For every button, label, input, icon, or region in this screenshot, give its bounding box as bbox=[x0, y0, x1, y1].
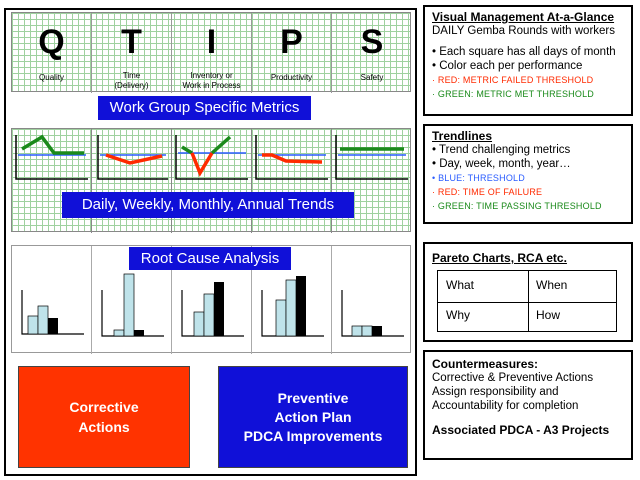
countermeasures-panel bbox=[423, 350, 633, 460]
qtips-label: Inventory or Work in Process bbox=[182, 71, 241, 90]
trend-bullet-1: • Trend challenging metrics bbox=[432, 144, 571, 156]
trend-red-legend: · RED: TIME OF FAILURE bbox=[432, 187, 543, 197]
what-when-why-how-table bbox=[437, 270, 617, 332]
visual-green-legend: · GREEN: METRIC MET THRESHOLD bbox=[432, 89, 594, 99]
banner-trends: Daily, Weekly, Monthly, Annual Trends bbox=[62, 192, 354, 218]
counter-line-3: Accountability for completion bbox=[432, 400, 579, 412]
qtips-cell-quality bbox=[12, 13, 92, 93]
trend-blue-legend: • BLUE: THRESHOLD bbox=[432, 173, 525, 183]
trendlines-title: Trendlines bbox=[432, 129, 493, 143]
counter-line-1: Corrective & Preventive Actions bbox=[432, 372, 594, 384]
qtips-letter: S bbox=[360, 23, 384, 61]
qtips-letter: Q bbox=[38, 23, 65, 61]
countermeasures-title: Countermeasures: bbox=[432, 357, 539, 371]
qtips-letter: T bbox=[121, 23, 142, 61]
qtips-cell-time bbox=[92, 13, 172, 93]
visual-management-panel bbox=[423, 5, 633, 116]
rca-cell-safety bbox=[332, 246, 412, 354]
pareto-chart-safety bbox=[332, 246, 412, 354]
counter-line-2: Assign responsibility and bbox=[432, 386, 559, 398]
qtips-cell-safety bbox=[332, 13, 412, 93]
qtips-letter: P bbox=[280, 23, 303, 61]
qtips-cell-inventory bbox=[172, 13, 252, 93]
table-cell-when: When bbox=[536, 278, 568, 292]
qtips-letter: I bbox=[206, 23, 217, 61]
qtips-row bbox=[11, 12, 411, 92]
qtips-label: Safety bbox=[360, 73, 384, 82]
preventive-action-label: Preventive Action Plan PDCA Improvements bbox=[243, 389, 383, 444]
corrective-actions-box bbox=[18, 366, 190, 468]
table-cell-why: Why bbox=[446, 308, 470, 322]
visual-bullet-1: • Each square has all days of month bbox=[432, 46, 616, 58]
visual-management-subtitle: DAILY Gemba Rounds with workers bbox=[432, 25, 616, 37]
trend-green-legend: · GREEN: TIME PASSING THRESHOLD bbox=[432, 201, 602, 211]
banner-work-group-metrics: Work Group Specific Metrics bbox=[98, 96, 311, 120]
associated-pdca-label: Associated PDCA - A3 Projects bbox=[432, 423, 610, 437]
trendlines-panel bbox=[423, 124, 633, 224]
visual-red-legend: · RED: METRIC FAILED THRESHOLD bbox=[432, 75, 594, 85]
pareto-title: Pareto Charts, RCA etc. bbox=[432, 251, 567, 265]
pareto-chart-quality bbox=[12, 246, 92, 354]
visual-management-title: Visual Management At-a-Glance bbox=[432, 10, 615, 24]
trend-bullet-2: • Day, week, month, year… bbox=[432, 158, 571, 170]
visual-bullet-2: • Color each per performance bbox=[432, 60, 583, 72]
qtips-label: Quality bbox=[39, 73, 64, 82]
corrective-actions-label: Corrective Actions bbox=[69, 399, 139, 435]
qtips-cell-productivity bbox=[252, 13, 332, 93]
qtips-label: Productivity bbox=[270, 73, 313, 82]
qtips-label: Time (Delivery) bbox=[114, 71, 149, 90]
rca-cell-quality bbox=[12, 246, 92, 354]
preventive-action-box bbox=[218, 366, 408, 468]
table-cell-what: What bbox=[446, 278, 475, 292]
table-cell-how: How bbox=[536, 308, 561, 322]
banner-root-cause-analysis: Root Cause Analysis bbox=[129, 247, 291, 270]
